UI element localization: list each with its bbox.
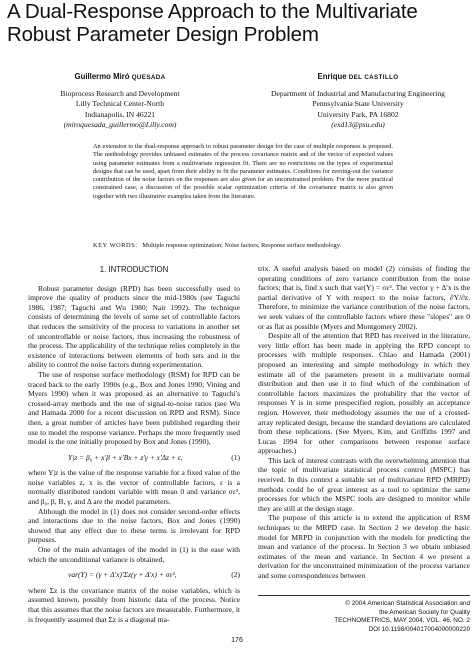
author-2 — [248, 72, 468, 131]
author-1-affiliation-1: Bioprocess Research and Development — [60, 88, 180, 98]
author-2-affiliation-2: Pennsylvania State University — [312, 99, 404, 109]
paper-title — [7, 0, 467, 46]
author-2-name: Enrique DEL CASTILLO — [317, 72, 399, 81]
left-paragraph-1: Robust parameter design (RPD) has been successfully used to improve the quality of products since the mid-1980s (see Taguchi 1986, 1987; Taguchi and Wu 1980; Nair 1992). The technique consists of determining the levels of some set of controllable factors that reduces the sensitivity of the process to variations in another set of uncontrollable or noise factors, thus increasing the robustness of the process. The applicability of the technique relies completely in the existence of interactions between elements of both sets and in the ability to control the noise factors during experimentation. — [28, 283, 240, 370]
equation-2 — [28, 570, 240, 580]
journal-line: TECHNOMETRICS, MAY 2004, VOL. 46, NO. 2 — [334, 617, 470, 625]
author-1 — [10, 72, 230, 131]
keywords-text: Multiple response optimization; Noise factors; Response surface methodology. — [142, 242, 342, 249]
left-paragraph-6: where Σz is the covariance matrix of the noise variables, which is assumed known, possibly from historic data of the process. Notice that this assumes that the noise factors are measurable. Furthermore, it is frequently assumed that Σz is a diagonal ma- — [28, 585, 240, 624]
keywords — [93, 242, 393, 250]
author-1-affiliation-2: Lilly Technical Center-North — [75, 99, 165, 109]
abstract: An extension to the dual-response approach to robust parameter design for the case of multiple responses is proposed. The methodology provides unbiased estimates of the process covariance matrix and of the vector of expected values using parameter estimates from a multivariate regression fit. There are no restrictions on the types of experimental designs that can be used, apart from their ability to fit the parameter estimates. Conditions for zeroing-out the variance contribution of the noise factors on the responses are also given for an unconstrained problem. For the more practical constrained case, a discussion of the possible scalar optimization criteria of the covariance matrix is also given together with two illustrative examples taken from the literature. — [93, 143, 393, 200]
title-line-2: Robust Parameter Design Problem — [7, 23, 319, 46]
copyright-block — [258, 595, 470, 634]
section-heading: 1. INTRODUCTION — [99, 265, 169, 274]
right-paragraph-4: The purpose of this article is to extend the application of RSM techniques to the MRPD case. In Section 2 we develop the basic model for MRPD in conjunction with the models for predicting the mean and variance of the process. In Section 3 we obtain unbiased estimates of the mean and variance. In Section 4 we present a derivation for the unconstrained minimization of the process variance and some correspondences between — [258, 513, 470, 580]
left-paragraph-3: where Y|z is the value of the response variable for a fixed value of the noise variables z, x is the vector of controllable factors, ε is a normally distributed random variable with mean 0 and variance σε², and β₀, β, B, γ, and Δ are the model parameters. — [28, 468, 240, 507]
right-paragraph-2: Despite all of the attention that RPD has received in the literature, very little effort has been made in applying the RPD concept to processes with multiple responses. Chiao and Hamada (2001) proposed an interesting and simple methodology in which they estimate all of the parameters present in a multivariate normal distribution and then use it to find which of the combination of controllable factors maximizes the probability that the vector of responses Y is in some prespecified region, possibly an acceptance region. However, their methodology assumes the use of a crossed-array replicated design, because the standard deviations are calculated from these replications. (See Myers, Kim, and Griffiths 1997 and Lucas 1994 for other comparisons between response surface approaches.) — [258, 331, 470, 456]
left-paragraph-4: Although the model in (1) does not consider second-order effects and interactions due to the noise factors, Box and Jones (1990) showed that any effect due to these terms is irrelevant for RPD purposes. — [28, 506, 240, 545]
author-1-email: (miroquesada_guillermo@Lilly.com) — [63, 120, 177, 130]
equation-1-body: Y|z = β₀ + x′β + x′Bx + z′γ + x′Δz + ε, — [68, 452, 183, 462]
right-column — [258, 264, 470, 581]
equation-2-number: (2) — [231, 570, 240, 580]
equation-1 — [28, 453, 240, 463]
author-1-affiliation-3: Indianapolis, IN 46221 — [84, 109, 156, 119]
left-paragraph-5: One of the main advantages of the model in (1) is the ease with which the unconditional variance is obtained, — [28, 545, 240, 564]
keywords-label: KEY WORDS: — [93, 242, 138, 249]
author-2-affiliation-3: University Park, PA 16802 — [317, 109, 399, 119]
doi-line: DOI 10.1198/004017004000000220 — [368, 625, 470, 633]
page-number: 176 — [231, 637, 243, 644]
right-paragraph-3: This lack of interest contrasts with the overwhelming attention that the topic of multivariate statistical process control (MSPC) has received. In this context a suitable set of multivariate RPD (MRPD) methods could be of great interest as a tool to optimize the same processes for which the MSPC tools are designed to monitor while they are still at the design stage. — [258, 455, 470, 513]
left-column — [28, 264, 240, 624]
title-line-1: A Dual-Response Approach to the Multivariate — [7, 0, 418, 23]
author-1-name: Guillermo Miró QUESADA — [74, 72, 166, 81]
right-paragraph-1: trix. A useful analysis based on model (2) consists of finding the operating conditions of zero variance contribution from the noise factors; that is, find x such that var(Y) = σε². The vector γ + Δ′x is the partial derivative of Y with respect to the noise factors, ∂Y/∂z. Therefore, to minimize the variance contribution of the noise factors, we seek values of the controllable factors where these "slopes" are 0 or as flat as possible (Myers and Montgomery 2002). — [258, 264, 470, 331]
equation-1-number: (1) — [231, 452, 240, 462]
equation-2-body: var(Y) = (γ + Δ′x)′Σz(γ + Δ′x) + σε², — [68, 570, 177, 580]
author-2-email: (exd13@psu.edu) — [331, 120, 385, 130]
copyright-line-1: © 2004 American Statistical Association and — [345, 600, 470, 607]
author-2-affiliation-1: Department of Industrial and Manufacturing Engineering — [271, 88, 445, 98]
left-paragraph-2: The use of response surface methodology (RSM) for RPD can be traced back to the early 1990s (e.g., Box and Jones 1990; Vining and Myers 1990) when it was proposed as an alternative to Taguchi's crossed-array methods and the use of signal-to-noise ratios (see Wu and Hamada 2000 for a recent discussion on RPD and RSM). Since then, a great number of articles have been published regarding their use to model the response variance. Perhaps the more frequently used model is the one initially proposed by Box and Jones (1990), — [28, 369, 240, 447]
copyright-line-2: the American Society for Quality — [379, 608, 470, 616]
